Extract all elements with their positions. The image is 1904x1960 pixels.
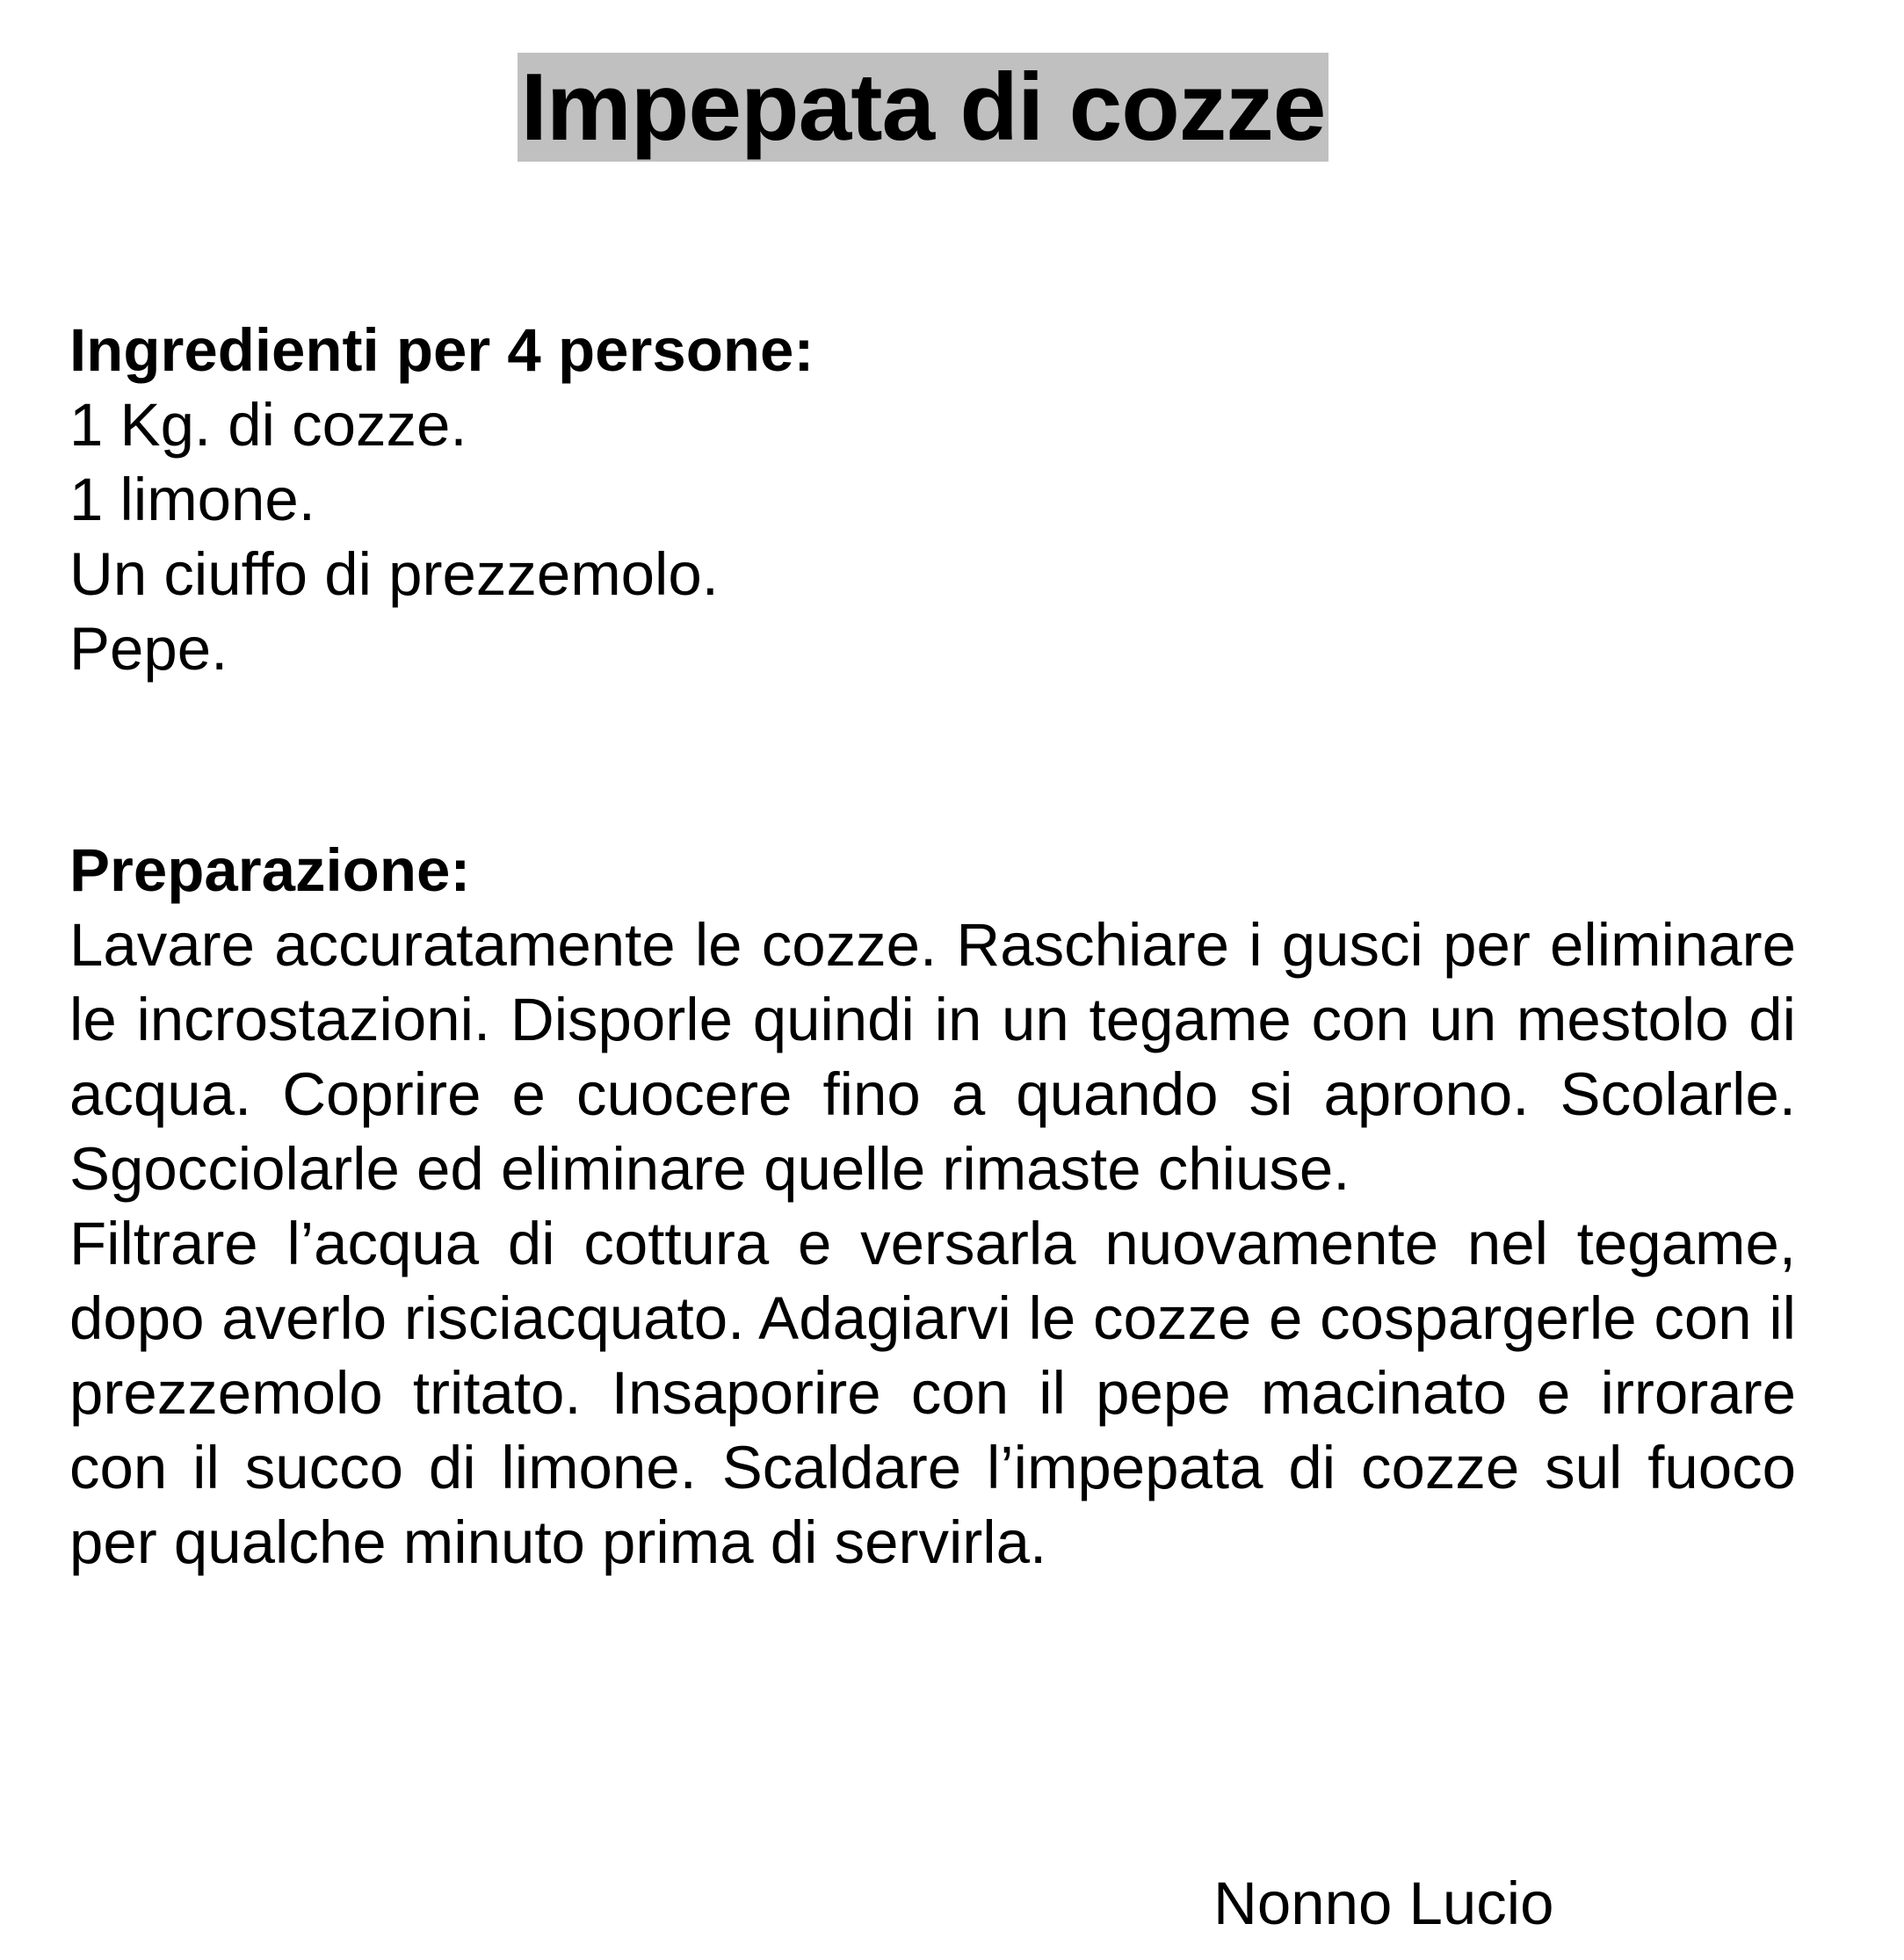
ingredients-heading: Ingredienti per 4 persone: (69, 316, 814, 384)
title-wrapper (0, 53, 1904, 162)
preparation-paragraph: Filtrare l’acqua di cottura e versarla nuovamente nel tegame, dopo averlo risciacquato. Adagiarvi le cozze e cospargerle con il prezzemolo tritato. Insaporire con il pepe macinato e irrorare con il succo di limone. Scaldare l’impepata di cozze sul fuoco per qualche minuto prima di servirla. (69, 1210, 1796, 1576)
ingredient-item: Un ciuffo di prezzemolo. (69, 540, 719, 608)
preparation-heading: Preparazione: (69, 836, 471, 904)
preparation-body (69, 908, 1796, 1580)
ingredient-item: Pepe. (69, 615, 228, 683)
ingredient-item: 1 limone. (69, 466, 315, 533)
signature: Nonno Lucio (1213, 1870, 1554, 1937)
preparation-paragraph: Lavare accuratamente le cozze. Raschiare i gusci per eliminare le incrostazioni. Disporle quindi in un tegame con un mestolo di acqua. Coprire e cuocere fino a quando si aprono. Scolarle. Sgocciolarle ed eliminare quelle rimaste chiuse. (69, 911, 1796, 1203)
ingredients-list (69, 387, 719, 686)
recipe-title: Impepata di cozze (518, 53, 1329, 162)
ingredient-item: 1 Kg. di cozze. (69, 391, 467, 459)
